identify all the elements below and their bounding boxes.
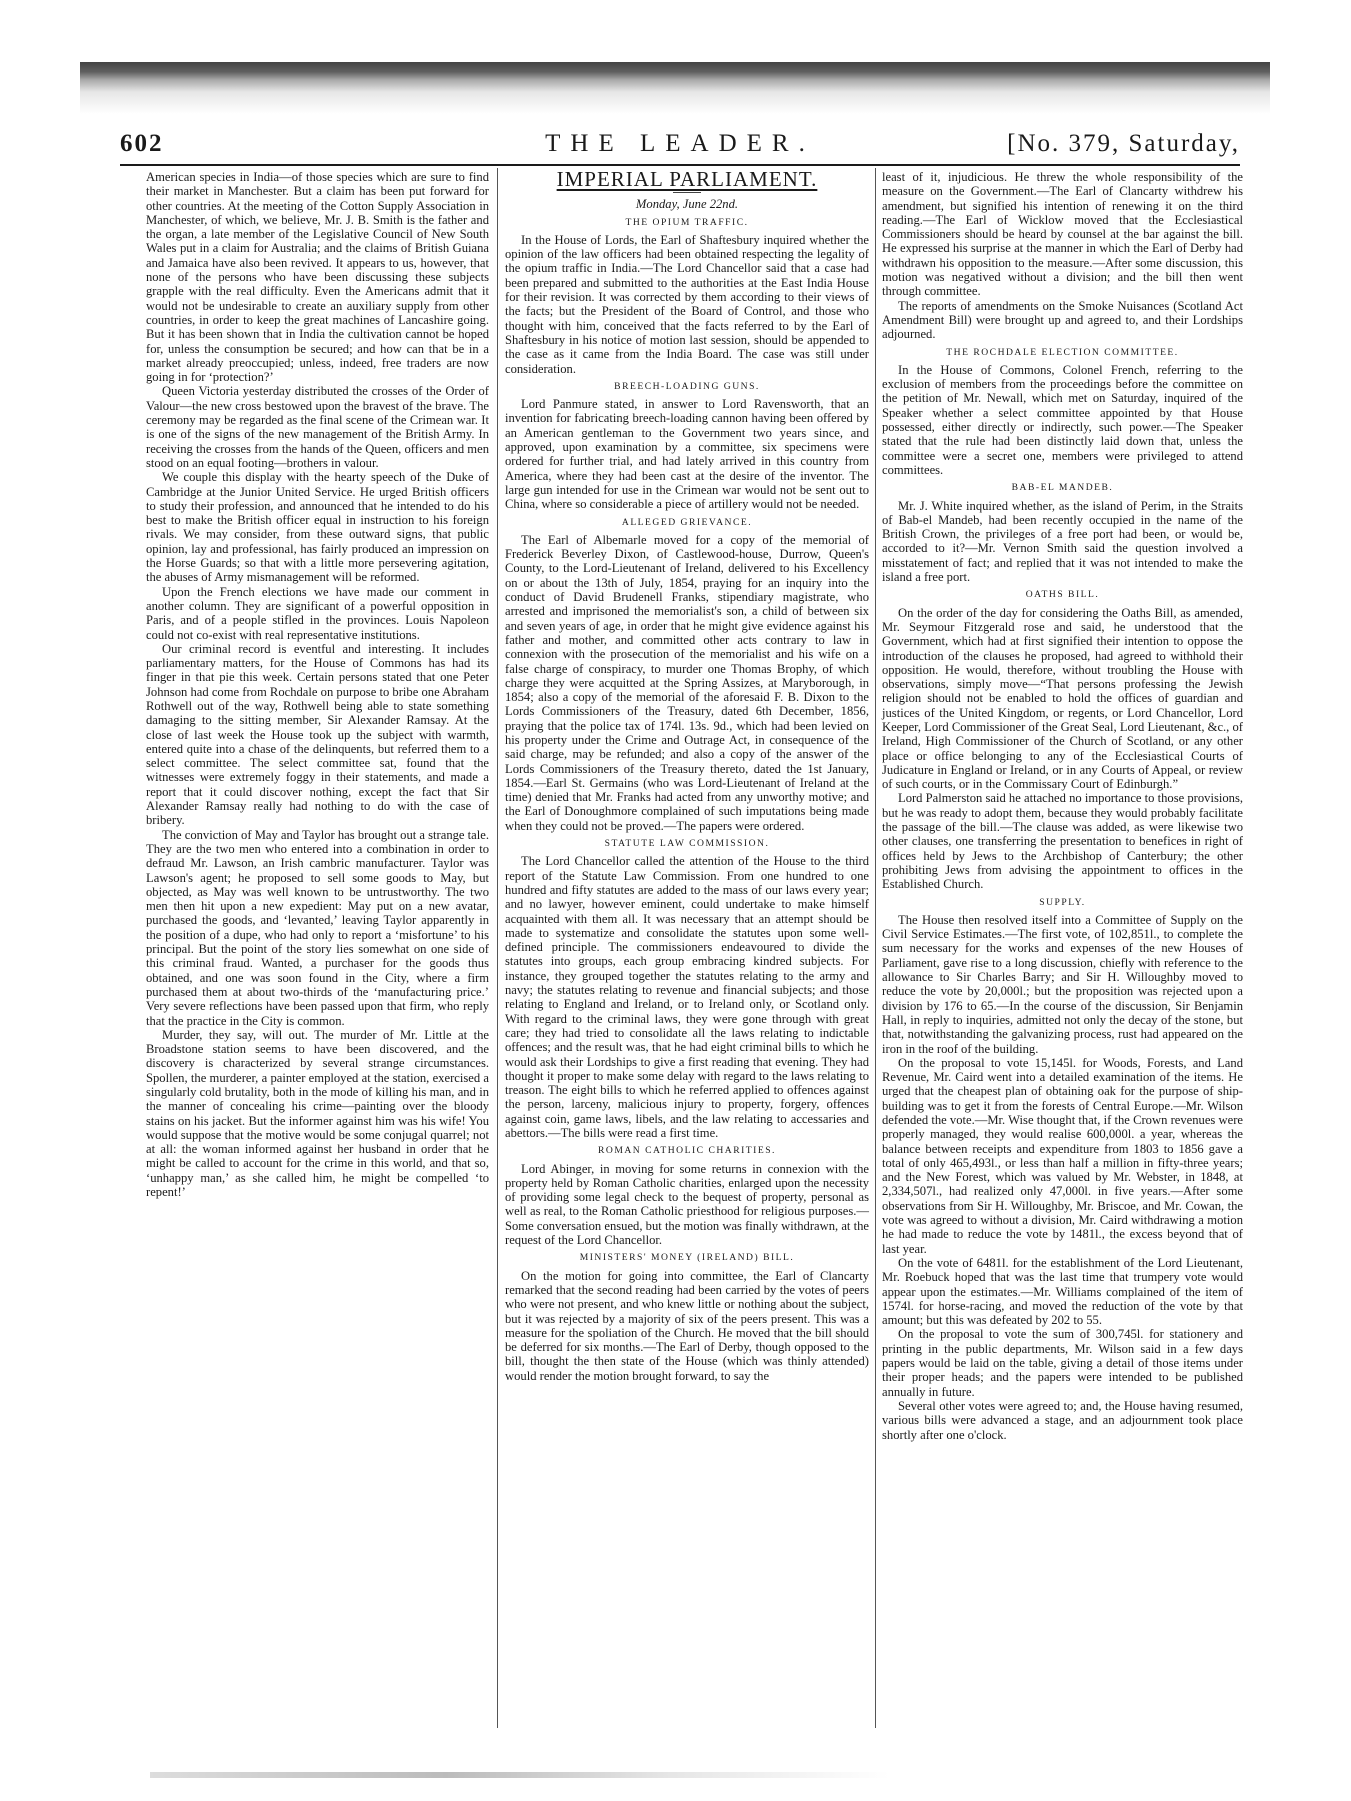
paragraph: On the order of the day for considering the Oaths Bill, as amended, Mr. Seymour Fitzgerald rose and said, he understood that the Government, which had at first signified their intention to oppose the introduction of the clauses he proposed, had agreed to withhold their opposition. He would, therefore, without troubling the House with observations, simply move—“That persons professing the Jewish religion should not be enabled to hold the offices of guardian and justices of the United Kingdom, or regents, or Lord Chancellor, Lord Keeper, Lord Commissioner of the Great Seal, Lord Lieutenant, &c., of Ireland, High Commissioner of the Church of Scotland, or any other place or office belonging to any of the Ecclesiastical Courts of Judicature in England or Ireland, or in any Courts of Appeal, or review of such courts, or in the Commissary Court of Edinburgh.” — [882, 605, 1243, 792]
subhead: OATHS BILL. — [1025, 589, 1100, 601]
issue-number: [No. 379, Saturday, — [1007, 130, 1240, 157]
paragraph: In the House of Commons, Colonel French, referring to the exclusion of members from the proceedings before the committee on the petition of Mr. Newall, which met on Saturday, inquired of the Speaker whether a select committee appointed by that House possessed, either directly or indirectly, such power.—The Speaker stated that the rule had been distinctly laid down that, unless the committee were a secret one, members were privileged to attend committees. — [882, 362, 1243, 477]
column-2 — [505, 167, 869, 1383]
paragraph: The Earl of Albemarle moved for a copy of the memorial of Frederick Beverley Dixon, of Castlewood-house, Durrow, Queen's County, to the Lord-Lieutenant of Ireland, delivered to his Excellency on or about the 13th of July, 1854, praying for an inquiry into the conduct of David Brudenell Franks, stipendiary magistrate, who arrested and imprisoned the memorialist's son, a child of between six and seven years of age, in order that he might give evidence against his father and mother, and committed other acts contrary to law in connexion with the prosecution of the memorialist and his wife on a false charge of conspiracy, to murder one Thomas Brophy, of which charge they were acquitted at the Spring Assizes, at Maryborough, in 1854; also a copy of the memorial of the aforesaid F. B. Dixon to the Lords Commissioners of the Treasury, dated 6th December, 1856, praying that the police tax of 174l. 13s. 9d., which had been levied on his property under the Crime and Outrage Act, in consequence of the said charge, may be refunded; and also a copy of the answer of the Lords Commissioners of the Treasury thereto, dated the 1st January, 1854.—Earl St. Germains (who was Lord-Lieutenant of Ireland at the time) denied that Mr. Franks had acted from any unworthy motive; and the Earl of Donoughmore complained of such imputations being made when they could not be proved.—The papers were ordered. — [505, 532, 869, 833]
subhead: STATUTE LAW COMMISSION. — [604, 838, 770, 850]
paragraph: Several other votes were agreed to; and, the House having resumed, various bills were advanced a stage, and an adjournment took place shortly after one o'clock. — [882, 1398, 1243, 1442]
subhead: THE ROCHDALE ELECTION COMMITTEE. — [946, 346, 1179, 358]
paragraph: Our criminal record is eventful and interesting. It includes parliamentary matters, for the House of Commons has had its finger in that pie this week. Certain persons stated that one Peter Johnson had come from Rochdale on purpose to bribe one Abraham Rothwell out of the way, Rothwell being able to state something damaging to the sitting member, Sir Alexander Ramsay. At the close of last week the House took up the subject with warmth, entered quite into a chase of the delinquents, but referred them to a select committee. The select committee sat, found that the witnesses were extremely foggy in their statements, and made a report that it could discover nothing, except the fact that Sir Alexander Ramsay really had nothing to do with the case of bribery. — [146, 641, 489, 828]
subhead: BAB-EL MANDEB. — [1011, 482, 1114, 494]
masthead — [120, 130, 1240, 162]
paragraph: The reports of amendments on the Smoke Nuisances (Scotland Act Amendment Bill) were brought up and agreed to, and their Lordships adjourned. — [882, 298, 1243, 342]
subhead: BREECH-LOADING GUNS. — [614, 380, 760, 392]
subhead: ROMAN CATHOLIC CHARITIES. — [598, 1145, 776, 1157]
paragraph: Murder, they say, will out. The murder of Mr. Little at the Broadstone station seems to have been discovered, and the discovery is characterized by several strange circumstances. Spollen, the murderer, a painter employed at the station, exercised a singularly cold brutality, both in the mode of killing his man, and in the manner of concealing his crime—painting over the bloody stains on his jacket. But the informer against him was his wife! You would suppose that the motive would be some conjugal quarrel; not at all: the woman informed against her husband in order that he might be called to account for the crime in this world, and that so, ‘unhappy man,’ as she called him, he might be compelled ‘to repent!’ — [146, 1027, 489, 1200]
paragraph: American species in India—of those species which are sure to find their market in Manchester. But a claim has been put forward for other countries. At the meeting of the Cotton Supply Association in Manchester, of which, we believe, Mr. J. B. Smith is the father and the organ, a late member of the Legislative Council of New South Wales put in a claim for Australia; and the claims of British Guiana and Jamaica have also been revived. It appears to us, however, that none of the persons who have been discussing these subjects grapple with the real difficulty. Even the Americans admit that it would not be undesirable to create an auxiliary supply from other countries, in order to keep the great machines of Lancashire going. But it has been shown that in India the cultivation cannot be hoped for, unless the consumption be secured; and how can that be in a market already preoccupied; unless, indeed, free traders are now going in for ‘protection?’ — [146, 170, 489, 385]
paragraph: On the proposal to vote 15,145l. for Woods, Forests, and Land Revenue, Mr. Caird went into a detailed examination of the items. He urged that the cheapest plan of obtaining oak for the purpose of ship-building was to get it from the forests of Central Europe.—Mr. Wilson defended the vote.—Mr. Wise thought that, if the Crown revenues were properly managed, they would realise 600,000l. a year, whereas the balance between receipts and expenditure from 1803 to 1856 gave a total of only 465,493l., or less than half a million in fifty-three years; and the New Forest, which was valued by Mr. Webster, in 1848, at 2,334,507l., had realized only 47,000l. in five years.—After some observations from Sir H. Willoughby, Mr. Briscoe, and Mr. Cowan, the vote was agreed to without a division, Mr. Caird withdrawing a motion he had made to reduce the vote by 1481l., the excess beyond that of last year. — [882, 1055, 1243, 1256]
newspaper-title: THE LEADER. — [545, 130, 815, 157]
column-1 — [146, 170, 489, 1199]
paragraph: The conviction of May and Taylor has brought out a strange tale. They are the two men who entered into a combination in order to defraud Mr. Lawson, an Irish cambric manufacturer. Taylor was Lawson's agent; he proposed to sell some goods to May, but objected, as May was well known to be untrustworthy. The two men then hit upon a new expedient: May put on a new avatar, purchased the goods, and ‘levanted,’ leaving Taylor apparently in the position of a dupe, who had only to report a ‘misfortune’ to his principal. But the point of the story lies somewhat on one side of this criminal fraud. Wanted, a purchaser for the goods thus obtained, and one was soon found in the City, where a firm purchased them at about two-thirds of the ‘manufacturing price.’ Very severe reflections have been passed upon that firm, who reply that the practice in the City is common. — [146, 827, 489, 1028]
subhead: MINISTERS' MONEY (IRELAND) BILL. — [579, 1252, 795, 1264]
paragraph: On the proposal to vote the sum of 300,745l. for stationery and printing in the public departments, Mr. Wilson said in a few days papers would be laid on the table, giving a detail of those items under their proper heads; and the papers were intended to be published annually in future. — [882, 1327, 1243, 1399]
paragraph: Mr. J. White inquired whether, as the island of Perim, in the Straits of Bab-el Mandeb, had been recently occupied in the name of the British Crown, the privileges of a free port had been, or would be, accorded to it?—Mr. Vernon Smith said the question involved a misstatement of fact; and replied that it was not intended to make the island a free port. — [882, 498, 1243, 585]
paragraph: Queen Victoria yesterday distributed the crosses of the Order of Valour—the new cross bestowed upon the bravest of the brave. The ceremony may be regarded as the final scene of the Crimean war. It is one of the signs of the new management of the British Army. In receiving the crosses from the hands of the Queen, officers and men stood on an equal footing—brothers in valour. — [146, 384, 489, 470]
column-3 — [882, 170, 1243, 1442]
section-heading: IMPERIAL PARLIAMENT. — [556, 167, 818, 191]
subhead: SUPPLY. — [1039, 896, 1086, 908]
column-rule — [875, 168, 876, 1728]
paragraph: Upon the French elections we have made our comment in another column. They are significant of a powerful opposition in Paris, and of a people stifled in the provinces. Louis Napoleon could not co-exist with real representative institutions. — [146, 584, 489, 642]
subhead: ALLEGED GRIEVANCE. — [621, 516, 753, 528]
ornament-rule — [673, 192, 701, 193]
column-rule — [497, 168, 498, 1728]
paragraph: Lord Abinger, in moving for some returns in connexion with the property held by Roman Catholic charities, enlarged upon the necessity of providing some legal check to the bequest of property, personal as well as real, to the Roman Catholic priesthood for religious purposes.—Some conversation ensued, but the motion was finally withdrawn, at the request of the Lord Chancellor. — [505, 1161, 869, 1248]
paragraph: The House then resolved itself into a Committee of Supply on the Civil Service Estimates.—The first vote, of 102,851l., to complete the sum necessary for the works and expenses of the new Houses of Parliament, gave rise to a long discussion, chiefly with reference to the allowance to Sir Charles Barry; and Sir H. Willoughby moved to reduce the vote by 20,000l.; but the proposition was rejected upon a division by 176 to 65.—In the course of the discussion, Sir Benjamin Hall, in reply to inquiries, admitted not only the decay of the stone, but that, notwithstanding the galvanizing process, rust had appeared on the iron in the roof of the building. — [882, 912, 1243, 1056]
paragraph: We couple this display with the hearty speech of the Duke of Cambridge at the Junior United Service. He urged British officers to study their profession, and announced that he intended to do his best to make the British officer equal in instruction to his foreign rivals. We may consider, from these outward signs, that public opinion, lay and professional, has fairly produced an impression on the Horse Guards; so that with a little more persevering agitation, the abuses of Army mismanagement will be reformed. — [146, 470, 489, 585]
paragraph: least of it, injudicious. He threw the whole responsibility of the measure on the Government.—The Earl of Clancarty withdrew his amendment, but signified his intention of renewing it on the third reading.—The Earl of Wicklow moved that the Ecclesiastical Commissioners should be heard by counsel at the bar against the bill. He expressed his surprise at the manner in which the Earl of Derby had withdrawn his opposition to the measure.—After some discussion, this motion was negatived without a division; and the bill then went through committee. — [882, 170, 1243, 299]
sitting-date: Monday, June 22nd. — [635, 197, 739, 212]
header-rule — [120, 164, 1240, 166]
page-number: 602 — [120, 130, 164, 157]
paragraph: On the motion for going into committee, the Earl of Clancarty remarked that the second reading had been carried by the votes of peers who were not present, and who knew little or nothing about the subject, but it was rejected by a majority of six of the peers present. This was a measure for the spoliation of the Church. He moved that the bill should be deferred for six months.—The Earl of Derby, though opposed to the bill, thought the then state of the House (which was thinly attended) would render the motion brought forward, to say the — [505, 1268, 869, 1383]
subhead: THE OPIUM TRAFFIC. — [625, 216, 749, 228]
paragraph: Lord Panmure stated, in answer to Lord Ravensworth, that an invention for fabricating breech-loading cannon having been offered by an American gentleman to the Government two years since, and approved, upon examination by a committee, six specimens were ordered for further trial, and had lately arrived in this country from America, where they had been cast at the desire of the inventor. The large gun intended for use in the Crimean war would not be sent out to China, where so considerable a piece of artillery would not be needed. — [505, 397, 869, 512]
paragraph: The Lord Chancellor called the attention of the House to the third report of the Statute Law Commission. From one hundred to one hundred and fifty statutes are added to the mass of our laws every year; and no lawyer, however eminent, could undertake to make himself acquainted with them all. It was necessary that an attempt should be made to systematize and consolidate the statutes upon some well-defined principle. The commissioners endeavoured to divide the statutes into groups, each group embracing kindred subjects. For instance, they grouped together the statutes relating to the army and navy; the statutes relating to revenue and financial subjects; and those relating to England and Ireland, or to Ireland only, or Scotland only. With regard to the criminal laws, they were gone through with great care; they had tried to consolidate all the laws relating to indictable offences; and the result was, that he had eight criminal bills to which he would ask their Lordships to give a first reading that evening. They had thought it proper to make some delay with regard to the laws relating to treason. The eight bills to which he referred applied to offences against the person, larceny, malicious injury to property, forgery, offences against coin, game laws, libels, and the law relating to accessaries and abettors.—The bills were read a first time. — [505, 854, 869, 1140]
scan-edge-shadow — [80, 62, 1270, 122]
paragraph: In the House of Lords, the Earl of Shaftesbury inquired whether the opinion of the law officers had been obtained respecting the legality of the opium traffic in India.—The Lord Chancellor said that a case had been prepared and submitted to the authorities at the East India House for their revision. It was corrected by them according to their views of the facts; but the President of the Board of Control, and those who thought with him, conceived that the facts referred to by the Earl of Shaftesbury in his notice of motion last session, should be appended to the case as it came from the India Board. The case was still under consideration. — [505, 232, 869, 376]
paragraph: On the vote of 6481l. for the establishment of the Lord Lieutenant, Mr. Roebuck hoped that was the last time that trumpery vote would appear upon the estimates.—Mr. Williams complained of the item of 1574l. for horse-racing, and moved the reduction of the vote by that amount; but this was defeated by 202 to 55. — [882, 1255, 1243, 1328]
paragraph: Lord Palmerston said he attached no importance to those provisions, but he was ready to adopt them, because they would probably facilitate the passage of the bill.—The clause was added, as were likewise two other clauses, one transferring the presentation to benefices in right of offices held by Jews to the Archbishop of Canterbury; the other prohibiting Jews from advising the appointment to offices in the Established Church. — [882, 791, 1243, 892]
scan-edge-noise — [150, 1772, 890, 1778]
